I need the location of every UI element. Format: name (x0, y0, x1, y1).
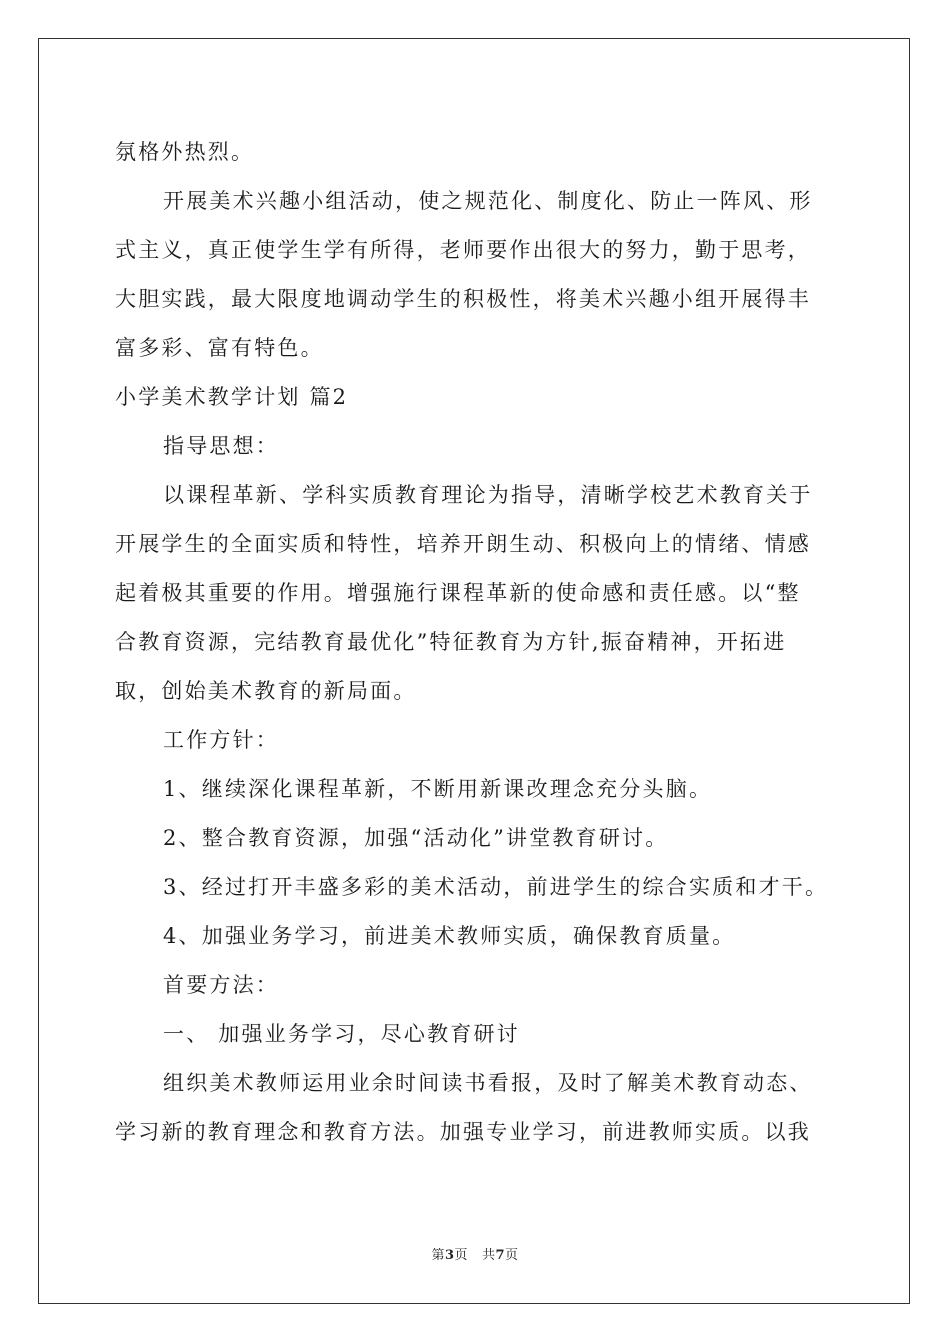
text-line: 富多彩、富有特色。 (115, 336, 324, 360)
list-item: 2、整合教育资源，加强“活动化”讲堂教育研讨。 (163, 826, 669, 850)
text-line: 以课程革新、学科实质教育理论为指导，清晰学校艺术教育关于 (163, 483, 813, 507)
text-line: 开展美术兴趣小组活动，使之规范化、制度化、防止一阵风、形 (163, 189, 813, 213)
footer-total-suffix: 页 (505, 1248, 519, 1263)
section-heading: 小学美术教学计划 篇2 (115, 385, 349, 409)
text-line: 式主义，真正使学生学有所得，老师要作出很大的努力，勤于思考， (115, 238, 811, 262)
page-footer (0, 1244, 950, 1263)
text-line: 组织美术教师运用业余时间读书看报，及时了解美术教育动态、 (163, 1071, 813, 1095)
text-line: 学习新的教育理念和教育方法。加强专业学习，前进教师实质。以我 (115, 1120, 811, 1144)
subheading: 一、 加强业务学习，尽心教育研讨 (163, 1022, 520, 1046)
text-line: 开展学生的全面实质和特性，培养开朗生动、积极向上的情绪、情感 (115, 532, 811, 556)
list-item: 4、加强业务学习，前进美术教师实质，确保教育质量。 (163, 924, 736, 948)
subheading: 首要方法： (163, 973, 279, 997)
list-item: 3、经过打开丰盛多彩的美术活动，前进学生的综合实质和才干。 (163, 875, 829, 899)
document-body (115, 128, 840, 1157)
footer-total-prefix: 共 (481, 1248, 496, 1263)
text-line: 大胆实践，最大限度地调动学生的积极性，将美术兴趣小组开展得丰 (115, 287, 811, 311)
footer-prefix: 第 (431, 1248, 445, 1263)
total-pages-number: 7 (495, 1248, 506, 1263)
subheading: 指导思想： (163, 434, 279, 458)
text-line: 取，创始美术教育的新局面。 (115, 679, 417, 703)
text-line: 氛格外热烈。 (115, 140, 255, 164)
footer-page-word: 页 (454, 1248, 469, 1263)
text-line: 起着极其重要的作用。增强施行课程革新的使命感和责任感。以“整 (115, 581, 801, 605)
current-page-number: 3 (444, 1248, 455, 1263)
list-item: 1、继续深化课程革新，不断用新课改理念充分头脑。 (163, 777, 713, 801)
subheading: 工作方针： (163, 728, 279, 752)
text-line: 合教育资源，完结教育最优化”特征教育为方针,振奋精神，开拓进 (115, 630, 787, 654)
